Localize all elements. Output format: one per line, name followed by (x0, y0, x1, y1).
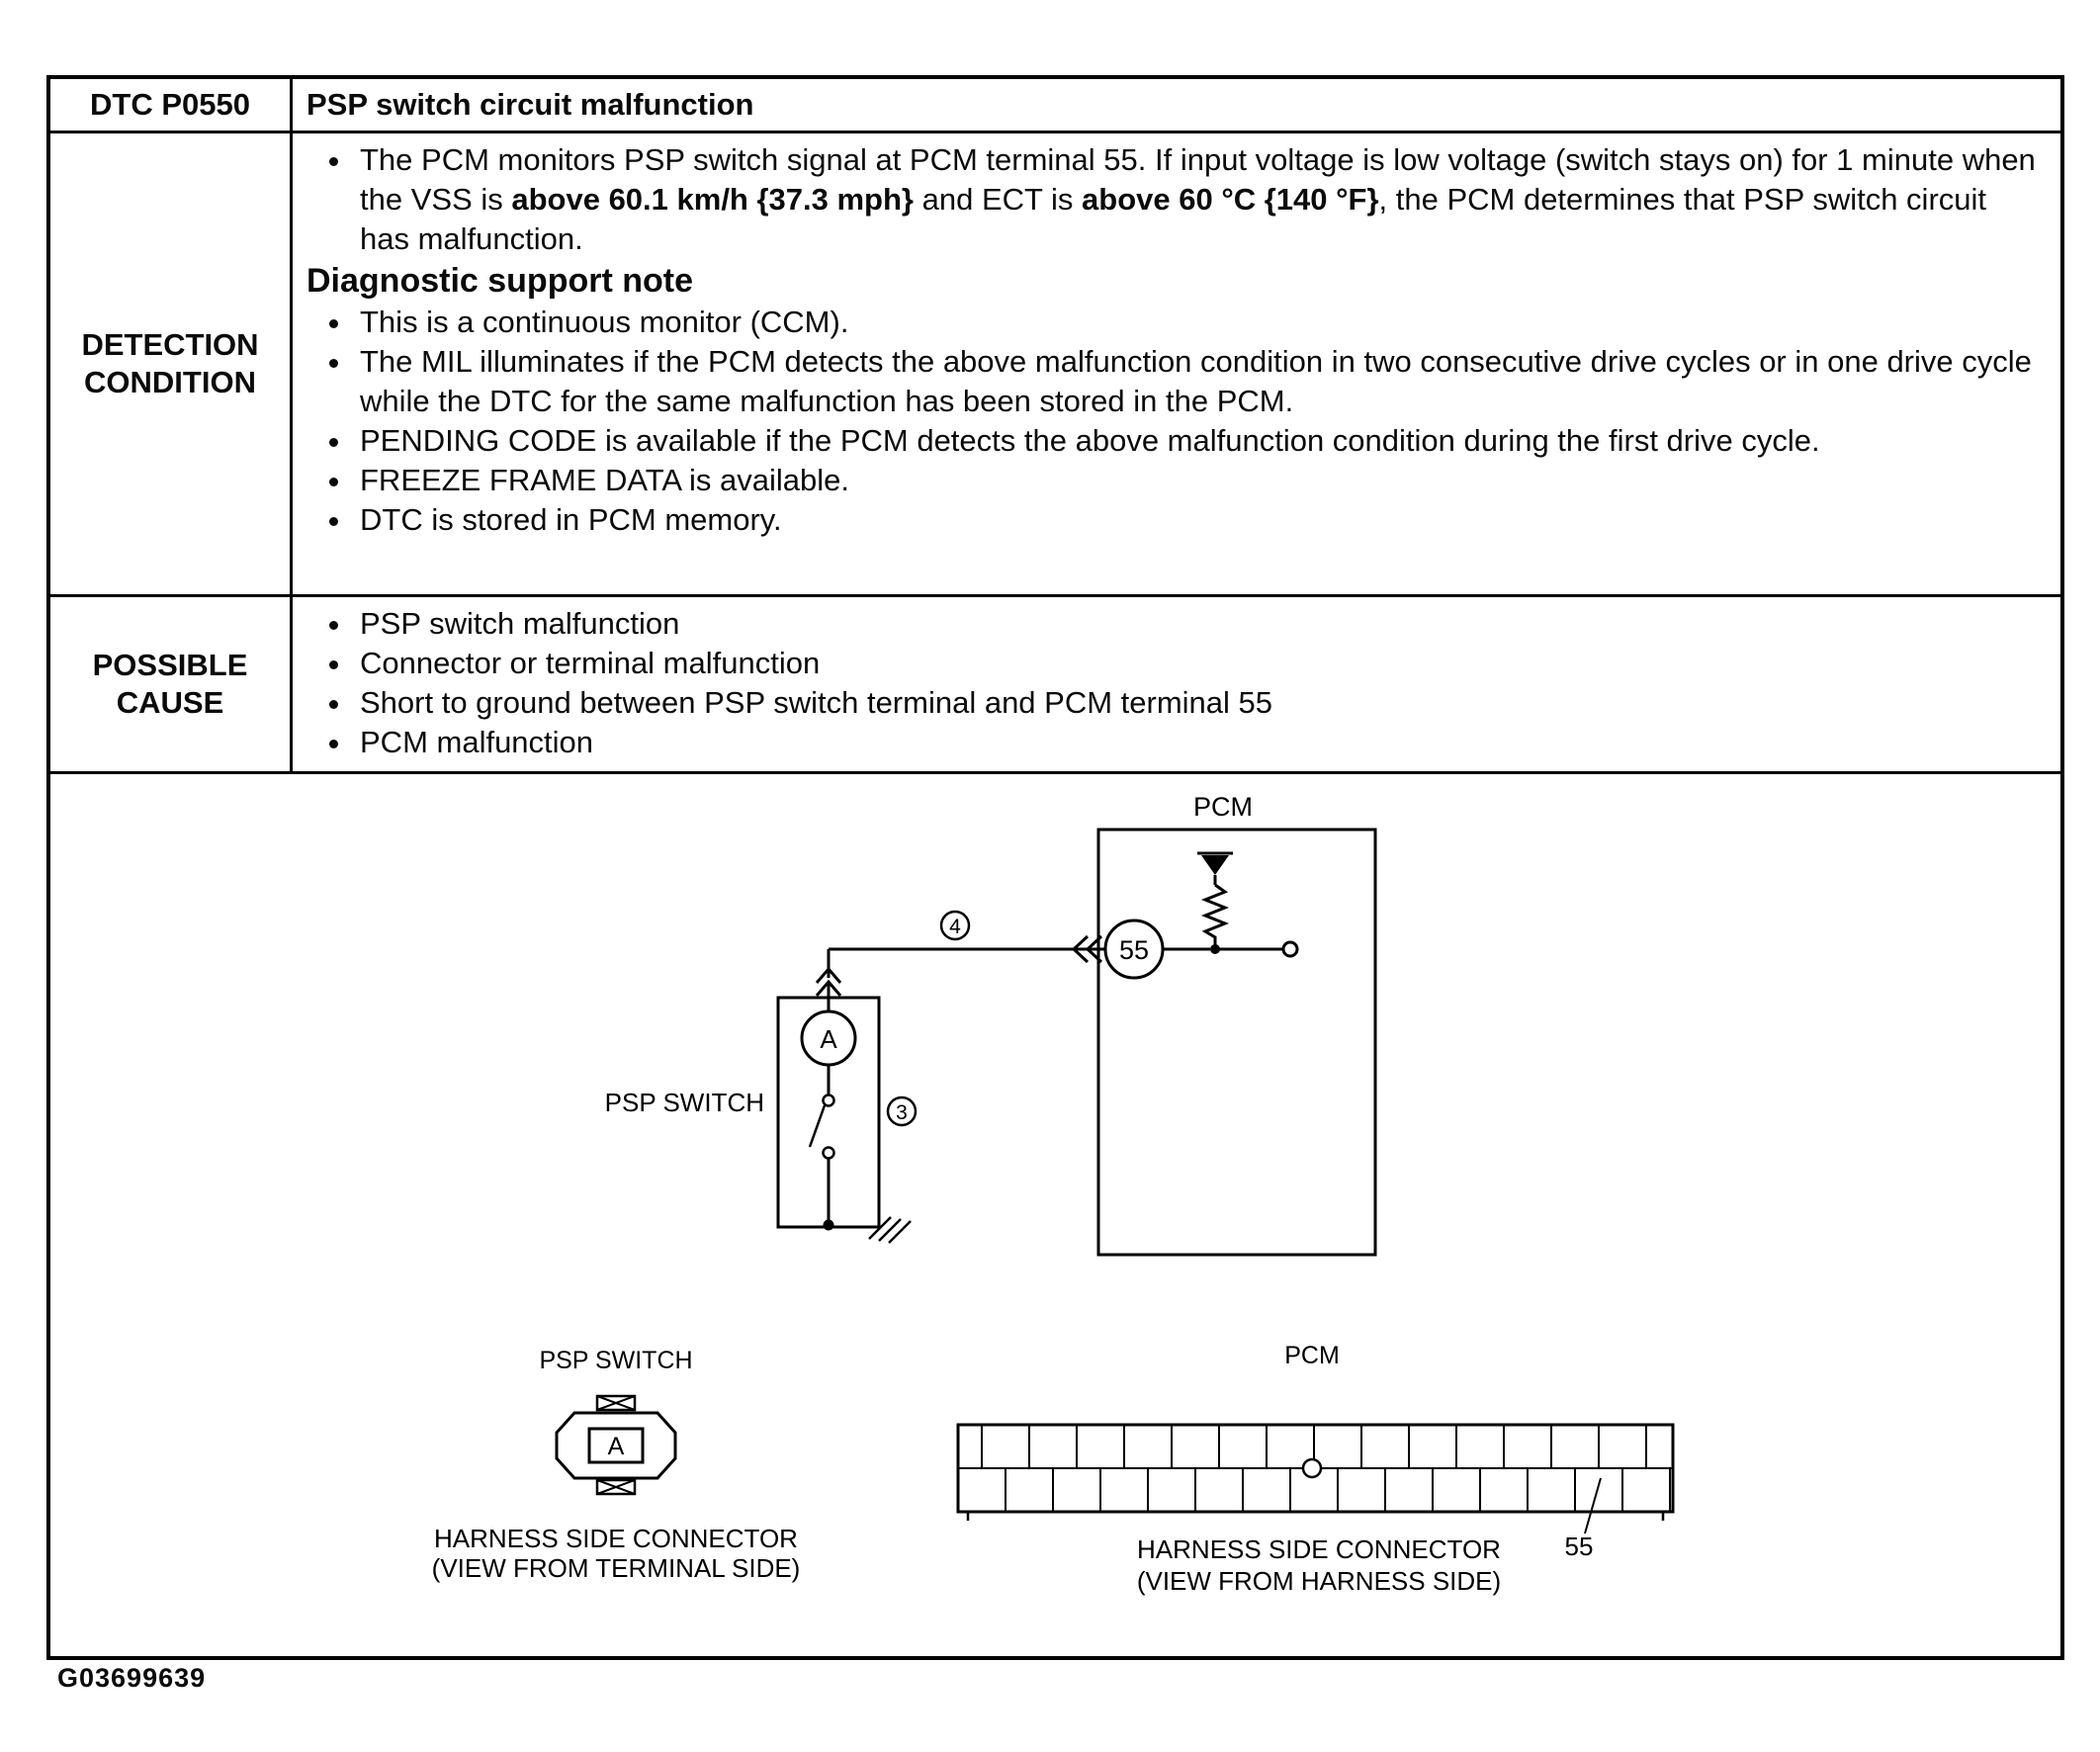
bullet-short-to-ground: • Short to ground between PSP switch terminal and PCM terminal 55 (354, 683, 2041, 723)
pcm-connector-caption-line2: (VIEW FROM HARNESS SIDE) (1136, 1566, 1502, 1596)
pcm-connector-caption-line1: HARNESS SIDE CONNECTOR (1137, 1534, 1501, 1564)
psp-connector-view (432, 1347, 801, 1583)
psp-connector-title: PSP SWITCH (539, 1347, 693, 1374)
open-terminal-icon (1283, 942, 1297, 956)
pcm-connector-title: PCM (1284, 1342, 1340, 1369)
power-supply-icon (1197, 853, 1233, 885)
figure-code: G03699639 (57, 1663, 207, 1693)
psp-switch-schematic-label: PSP SWITCH (604, 1088, 764, 1117)
bullet-bold-segment: above 60.1 km/h {37.3 mph} (511, 182, 914, 217)
bullet-connector-terminal: • Connector or terminal malfunction (354, 644, 2041, 683)
bullet-text-segment: The PCM monitors PSP switch signal at PCM terminal 55. If input voltage is low voltage (switch stays on) for 1 minute when the VSS is (360, 142, 2036, 217)
detection-label-line1: DETECTION (81, 327, 259, 362)
possible-cause-content (293, 597, 2060, 771)
bullet-bold-segment: above 60 °C {140 °F} (1082, 182, 1379, 217)
detection-bullets-top (306, 140, 2041, 259)
possible-cause-label (50, 597, 293, 771)
dtc-table (46, 75, 2064, 1660)
dtc-code: DTC P0550 (50, 79, 293, 131)
dtc-header-row (50, 79, 2060, 131)
bullet-psp-switch-malfunction: • PSP switch malfunction (354, 604, 2041, 644)
possible-cause-label-line1: POSSIBLE (92, 648, 248, 682)
possible-cause-row (50, 594, 2060, 771)
psp-connector-lock-bottom-icon (597, 1480, 635, 1494)
bullet-text-segment: , the PCM determines that PSP switch circuit has malfunction. (360, 182, 1987, 256)
bullet-pcm-monitors (354, 140, 2041, 259)
pcm-schematic (1098, 792, 1375, 1255)
wire-3-label: 3 (896, 1101, 908, 1124)
switch-terminal-a-label: A (820, 1024, 837, 1054)
possible-cause-label-line2: CAUSE (116, 685, 224, 720)
pcm-terminal-55-label: 55 (1564, 1532, 1594, 1561)
bullet-pcm-malfunction: • PCM malfunction (354, 723, 2041, 762)
psp-connector-caption-line2: (VIEW FROM TERMINAL SIDE) (431, 1553, 801, 1583)
resistor-icon (1205, 885, 1225, 949)
pcm-box (1098, 830, 1375, 1255)
possible-cause-bullets (306, 604, 2041, 762)
psp-connector-caption-line1: HARNESS SIDE CONNECTOR (434, 1524, 798, 1553)
ground-icon (869, 1217, 911, 1243)
pcm-connector-screw-hole (1303, 1459, 1321, 1477)
bullet-continuous-monitor: • This is a continuous monitor (CCM). (354, 303, 2041, 342)
circuit-diagram (50, 774, 2061, 1656)
dtc-title: PSP switch circuit malfunction (306, 87, 754, 122)
circuit-diagram-row (50, 771, 2060, 1656)
detection-bullets (306, 303, 2041, 540)
detection-condition-content (293, 133, 2060, 594)
switch-contact-lower (824, 1148, 834, 1159)
bullet-pending-code: • PENDING CODE is available if the PCM detects the above malfunction condition during the first drive cycle. (354, 421, 2041, 461)
detection-condition-row (50, 131, 2060, 594)
bullet-text-segment: and ECT is (914, 182, 1083, 217)
psp-terminal-a-label: A (607, 1433, 625, 1460)
pcm-connector-view (958, 1342, 1673, 1596)
terminal-55-label: 55 (1118, 935, 1150, 965)
psp-switch-schematic (605, 998, 916, 1243)
switch-contact-upper (824, 1095, 834, 1106)
bullet-freeze-frame: • FREEZE FRAME DATA is available. (354, 461, 2041, 500)
detection-condition-label (50, 133, 293, 594)
pcm-schematic-label: PCM (1193, 792, 1253, 822)
wire-4-label: 4 (949, 916, 961, 938)
detection-label-line2: CONDITION (84, 365, 256, 399)
ground-junction-dot (824, 1220, 834, 1231)
psp-connector-lock-top-icon (597, 1396, 635, 1410)
bullet-mil-illuminates: • The MIL illuminates if the PCM detects the above malfunction condition in two consecutive drive cycles or in one drive cycle while the DTC for the same malfunction has been stored in the PCM. (354, 342, 2041, 421)
diagnostic-support-note-heading: Diagnostic support note (306, 262, 693, 300)
bullet-dtc-stored: • DTC is stored in PCM memory. (354, 500, 2041, 540)
switch-blade-icon (810, 1105, 825, 1147)
